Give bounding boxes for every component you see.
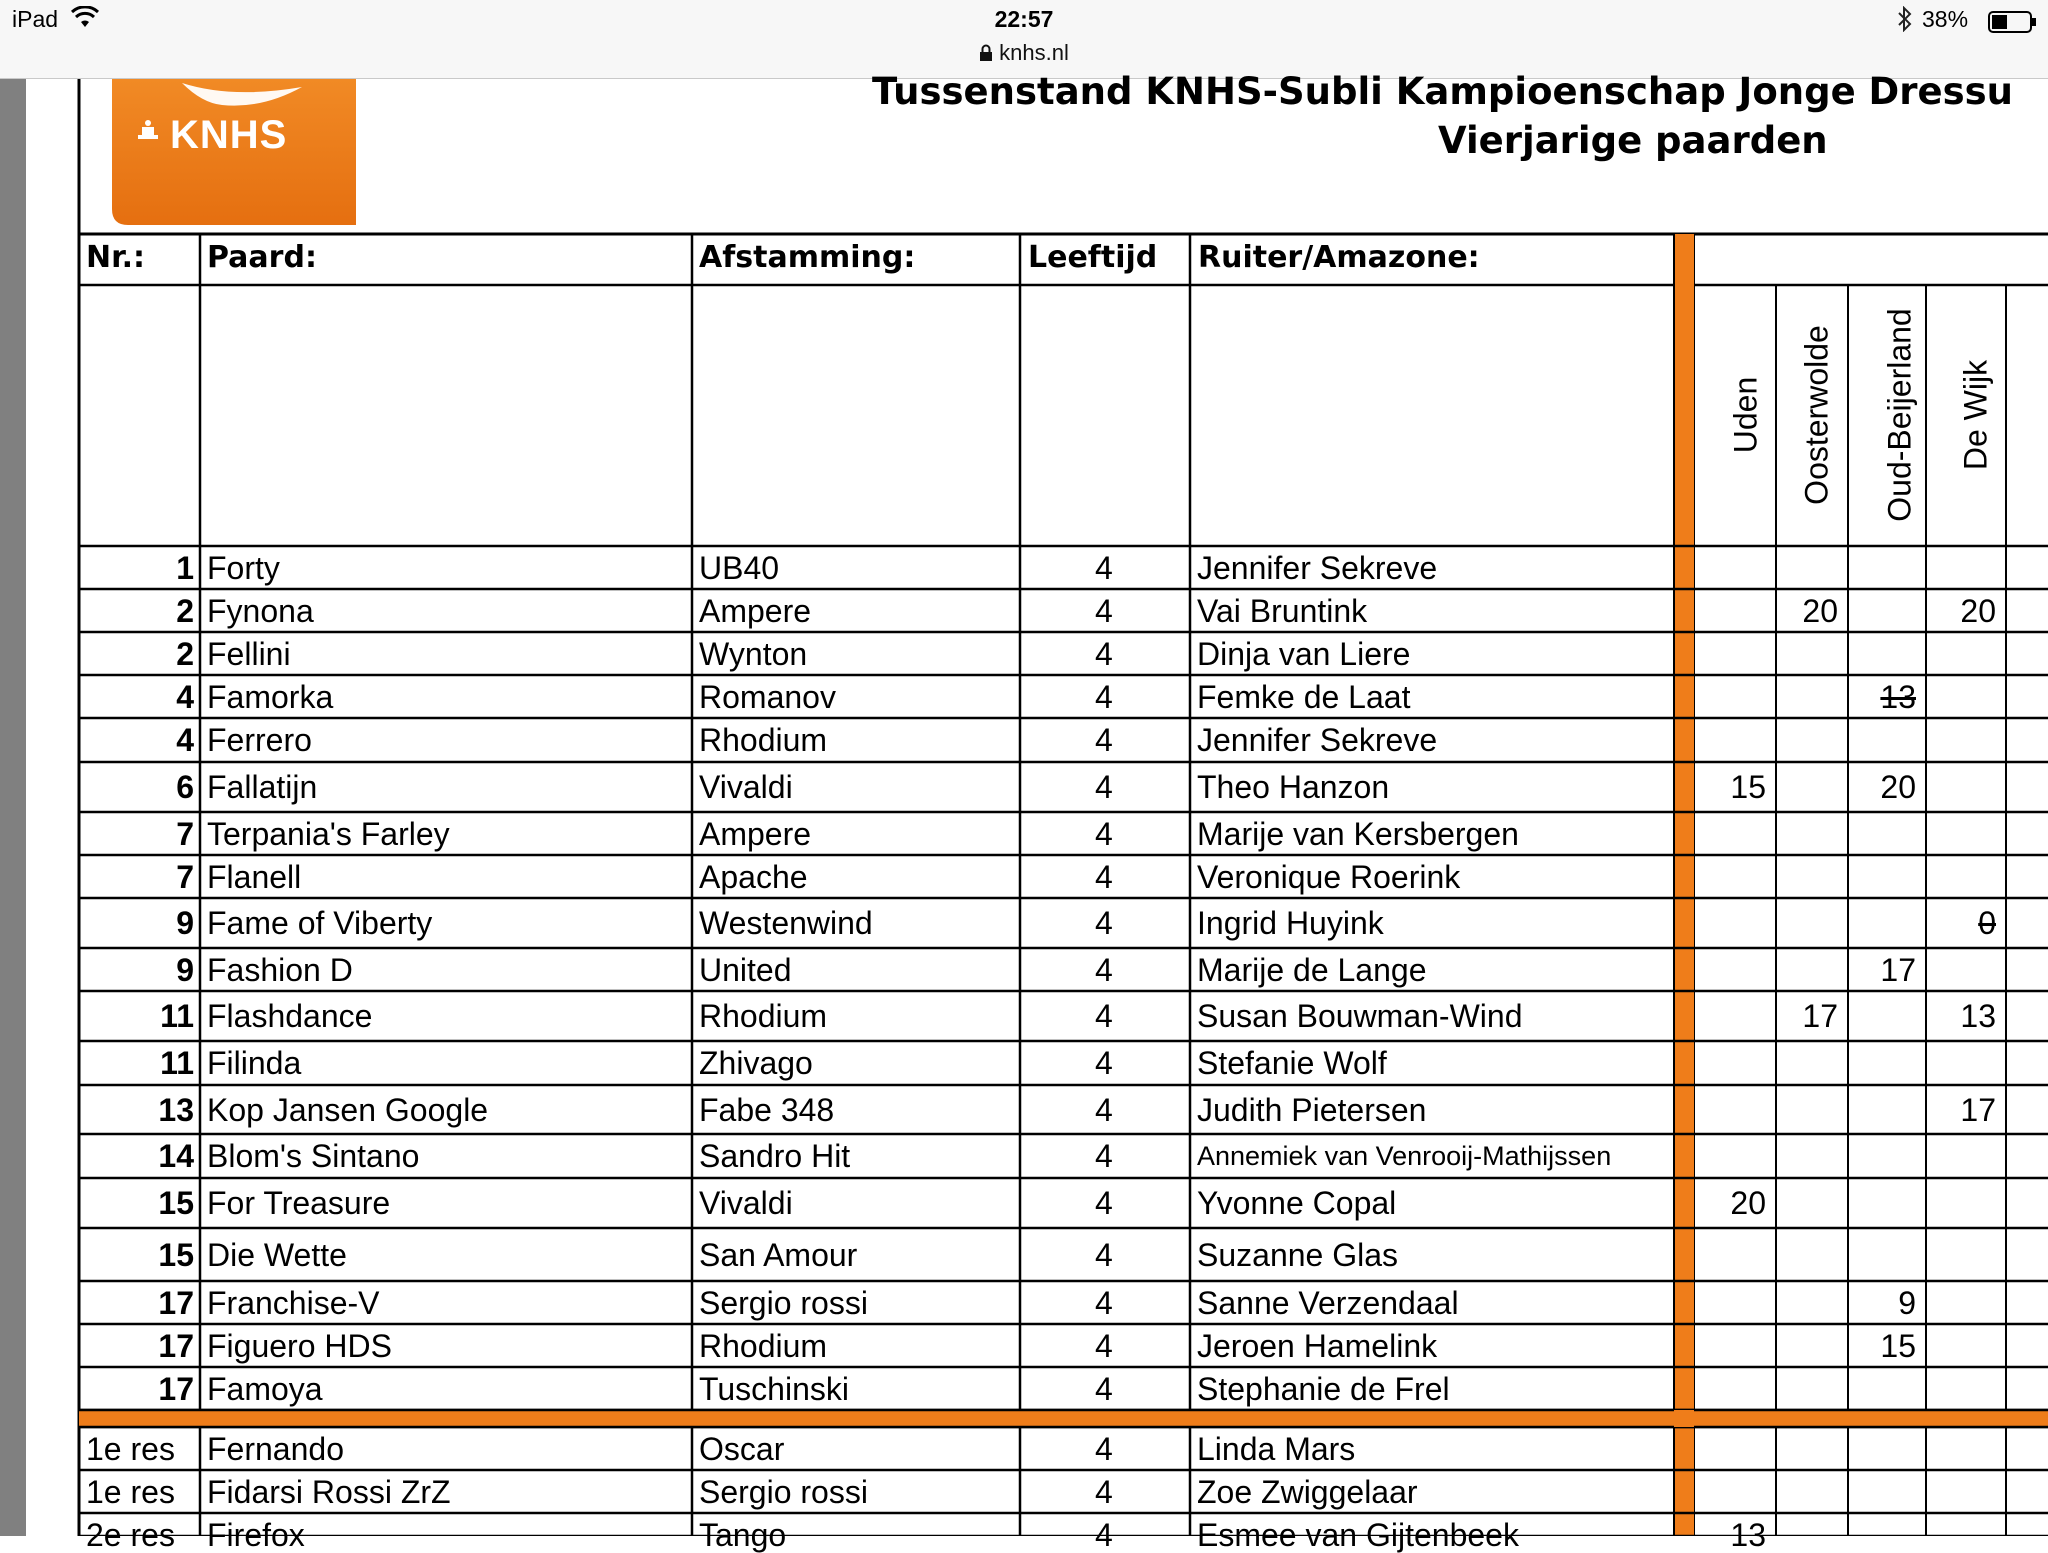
page-title: Tussenstand KNHS-Subli Kampioenschap Jonge Dressu: [872, 70, 2013, 113]
table-row-18-leeftijd: 4: [1095, 1328, 1113, 1364]
table-row-18-score-oud: 15: [1880, 1328, 1916, 1364]
table-row-2-afstamming: Ampere: [699, 593, 812, 629]
table-row-4-nr: 4: [176, 679, 194, 715]
table-row-6-score-oud: 20: [1880, 769, 1916, 805]
table-row-16-leeftijd: 4: [1095, 1237, 1113, 1273]
table-row-19-ruiter: Stephanie de Frel: [1197, 1371, 1450, 1407]
table-row-2-ruiter: Vai Bruntink: [1197, 593, 1368, 629]
table-row-4-afstamming: Romanov: [699, 679, 836, 715]
table-row-11-paard: Flashdance: [207, 998, 373, 1034]
table-row-1-nr: 1: [176, 550, 194, 586]
header-ruiter: Ruiter/Amazone:: [1198, 240, 1480, 275]
table-row-3-afstamming: Wynton: [699, 636, 808, 672]
url-text: knhs.nl: [999, 40, 1069, 65]
table-row-10-leeftijd: 4: [1095, 952, 1113, 988]
table-row-13-score-wijk: 17: [1960, 1092, 1996, 1128]
table-row-15-afstamming: Vivaldi: [699, 1185, 793, 1221]
table-row-3-leeftijd: 4: [1095, 636, 1113, 672]
table-row-1-afstamming: UB40: [699, 550, 780, 586]
table-row-10-ruiter: Marije de Lange: [1197, 952, 1427, 988]
battery-icon: [1988, 10, 2038, 34]
battery-percentage: 38%: [1922, 6, 1969, 32]
table-row-9-score-wijk: 0: [1978, 905, 1996, 941]
table-row-15-paard: For Treasure: [207, 1185, 391, 1221]
table-row-16-nr: 15: [158, 1237, 194, 1273]
reserve-row-2-leeftijd: 4: [1095, 1474, 1113, 1510]
table-row-10-afstamming: United: [699, 952, 792, 988]
table-row-11-leeftijd: 4: [1095, 998, 1113, 1034]
reserve-row-1-afstamming: Oscar: [699, 1431, 785, 1467]
table-row-8-afstamming: Apache: [699, 859, 808, 895]
address-bar[interactable]: [0, 40, 2048, 66]
table-row-9-ruiter: Ingrid Huyink: [1197, 905, 1384, 941]
reserve-row-3-afstamming: Tango: [699, 1517, 787, 1553]
table-row-7-afstamming: Ampere: [699, 816, 812, 852]
table-row-3-ruiter: Dinja van Liere: [1197, 636, 1411, 672]
table-row-19-paard: Famoya: [207, 1371, 323, 1407]
table-row-14-nr: 14: [158, 1138, 194, 1174]
table-row-4-leeftijd: 4: [1095, 679, 1113, 715]
page-subtitle: Vierjarige paarden: [1438, 119, 1828, 162]
table-row-15-nr: 15: [158, 1185, 194, 1221]
table-row-14-afstamming: Sandro Hit: [699, 1138, 851, 1174]
table-row-8-paard: Flanell: [207, 859, 302, 895]
knhs-logo: [112, 79, 356, 225]
bluetooth-icon: [1896, 6, 1914, 32]
table-row-17-score-oud: 9: [1898, 1285, 1916, 1321]
table-row-14-ruiter: Annemiek van Venrooij-Mathijssen: [1197, 1141, 1612, 1171]
location-header-de-wijk: De Wijk: [1957, 359, 1994, 471]
table-row-12-afstamming: Zhivago: [699, 1045, 813, 1081]
reserve-row-3-score-uden: 13: [1730, 1517, 1766, 1553]
reserve-row-1-nr: 1e res: [86, 1431, 175, 1467]
table-row-6-score-uden: 15: [1730, 769, 1766, 805]
table-row-12-leeftijd: 4: [1095, 1045, 1113, 1081]
table-row-12-ruiter: Stefanie Wolf: [1197, 1045, 1387, 1081]
table-row-4-paard: Famorka: [207, 679, 334, 715]
table-row-6-ruiter: Theo Hanzon: [1197, 769, 1390, 805]
table-row-4-ruiter: Femke de Laat: [1197, 679, 1411, 715]
table-row-6-afstamming: Vivaldi: [699, 769, 793, 805]
table-row-19-nr: 17: [158, 1371, 194, 1407]
ios-status-bar: [0, 0, 2048, 79]
reserve-row-3-ruiter: Esmee van Gijtenbeek: [1197, 1517, 1519, 1553]
table-row-1-ruiter: Jennifer Sekreve: [1197, 550, 1438, 586]
table-row-7-ruiter: Marije van Kersbergen: [1197, 816, 1519, 852]
header-paard: Paard:: [207, 240, 317, 275]
table-row-15-ruiter: Yvonne Copal: [1197, 1185, 1397, 1221]
table-row-11-score-oosterwolde: 17: [1802, 998, 1838, 1034]
table-row-13-afstamming: Fabe 348: [699, 1092, 835, 1128]
table-row-2-score-oosterwolde: 20: [1802, 593, 1838, 629]
location-header-uden: Uden: [1727, 376, 1764, 454]
table-row-13-nr: 13: [158, 1092, 194, 1128]
logo-text: KNHS: [170, 113, 288, 157]
table-row-19-afstamming: Tuschinski: [699, 1371, 849, 1407]
table-row-18-ruiter: Jeroen Hamelink: [1197, 1328, 1438, 1364]
table-row-7-paard: Terpania's Farley: [207, 816, 450, 852]
table-row-7-leeftijd: 4: [1095, 816, 1113, 852]
table-row-6-nr: 6: [176, 769, 194, 805]
table-row-17-nr: 17: [158, 1285, 194, 1321]
table-row-8-leeftijd: 4: [1095, 859, 1113, 895]
table-row-18-paard: Figuero HDS: [207, 1328, 392, 1364]
table-row-2-score-wijk: 20: [1960, 593, 1996, 629]
table-row-13-leeftijd: 4: [1095, 1092, 1113, 1128]
table-row-3-paard: Fellini: [207, 636, 291, 672]
table-row-11-score-wijk: 13: [1960, 998, 1996, 1034]
header-leeftijd: Leeftijd: [1028, 240, 1158, 275]
table-row-15-leeftijd: 4: [1095, 1185, 1113, 1221]
table-row-1-paard: Forty: [207, 550, 280, 586]
table-row-12-nr: 11: [160, 1045, 194, 1081]
table-row-11-afstamming: Rhodium: [699, 998, 828, 1034]
table-row-9-paard: Fame of Viberty: [207, 905, 433, 941]
table-row-10-nr: 9: [176, 952, 194, 988]
page-gutter: [0, 79, 26, 1536]
table-row-2-paard: Fynona: [207, 593, 314, 629]
table-row-1-leeftijd: 4: [1095, 550, 1113, 586]
header-afstamming: Afstamming:: [699, 240, 916, 275]
reserve-row-3-leeftijd: 4: [1095, 1517, 1113, 1553]
table-row-12-paard: Filinda: [207, 1045, 302, 1081]
reserve-row-2-afstamming: Sergio rossi: [699, 1474, 868, 1510]
table-row-14-paard: Blom's Sintano: [207, 1138, 420, 1174]
table-row-5-paard: Ferrero: [207, 722, 312, 758]
table-row-17-afstamming: Sergio rossi: [699, 1285, 868, 1321]
table-row-7-nr: 7: [176, 816, 194, 852]
table-row-8-ruiter: Veronique Roerink: [1197, 859, 1461, 895]
table-row-16-paard: Die Wette: [207, 1237, 347, 1273]
table-row-13-paard: Kop Jansen Google: [207, 1092, 489, 1128]
table-row-17-ruiter: Sanne Verzendaal: [1197, 1285, 1459, 1321]
reserve-row-2-ruiter: Zoe Zwiggelaar: [1197, 1474, 1418, 1510]
table-row-6-leeftijd: 4: [1095, 769, 1113, 805]
table-row-8-nr: 7: [176, 859, 194, 895]
table-row-2-nr: 2: [176, 593, 194, 629]
table-row-14-leeftijd: 4: [1095, 1138, 1113, 1174]
clock: 22:57: [994, 6, 1054, 32]
table-row-16-afstamming: San Amour: [699, 1237, 858, 1273]
reserve-row-3-paard: Firefox: [207, 1517, 305, 1553]
table-row-9-leeftijd: 4: [1095, 905, 1113, 941]
table-row-18-nr: 17: [158, 1328, 194, 1364]
table-row-5-leeftijd: 4: [1095, 722, 1113, 758]
table-row-5-ruiter: Jennifer Sekreve: [1197, 722, 1438, 758]
table-row-4-score-oud: 13: [1880, 679, 1916, 715]
reserve-row-1-leeftijd: 4: [1095, 1431, 1113, 1467]
table-row-10-paard: Fashion D: [207, 952, 353, 988]
table-row-16-ruiter: Suzanne Glas: [1197, 1237, 1399, 1273]
reserve-row-1-ruiter: Linda Mars: [1197, 1431, 1356, 1467]
table-row-9-afstamming: Westenwind: [699, 905, 873, 941]
table-row-17-paard: Franchise-V: [207, 1285, 380, 1321]
table-row-11-ruiter: Susan Bouwman-Wind: [1197, 998, 1523, 1034]
table-row-3-nr: 2: [176, 636, 194, 672]
table-row-2-leeftijd: 4: [1095, 593, 1113, 629]
table-row-15-score-uden: 20: [1730, 1185, 1766, 1221]
table-row-17-leeftijd: 4: [1095, 1285, 1113, 1321]
location-header-oud-beijerland: Oud-Beijerland: [1881, 308, 1918, 522]
table-row-10-score-oud: 17: [1880, 952, 1916, 988]
table-row-9-nr: 9: [176, 905, 194, 941]
device-name: iPad: [12, 6, 59, 32]
reserve-row-2-nr: 1e res: [86, 1474, 175, 1510]
table-row-6-paard: Fallatijn: [207, 769, 318, 805]
lock-icon: [979, 44, 993, 62]
table-row-19-leeftijd: 4: [1095, 1371, 1113, 1407]
reserve-row-1-paard: Fernando: [207, 1431, 344, 1467]
table-row-13-ruiter: Judith Pietersen: [1197, 1092, 1427, 1128]
table-row-5-nr: 4: [176, 722, 194, 758]
table-row-5-afstamming: Rhodium: [699, 722, 828, 758]
reserve-row-3-nr: 2e res: [86, 1517, 175, 1553]
header-nr: Nr.:: [86, 240, 146, 275]
table-row-11-nr: 11: [160, 998, 194, 1034]
reserve-row-2-paard: Fidarsi Rossi ZrZ: [207, 1474, 451, 1510]
table-row-18-afstamming: Rhodium: [699, 1328, 828, 1364]
location-header-oosterwolde: Oosterwolde: [1798, 325, 1835, 505]
